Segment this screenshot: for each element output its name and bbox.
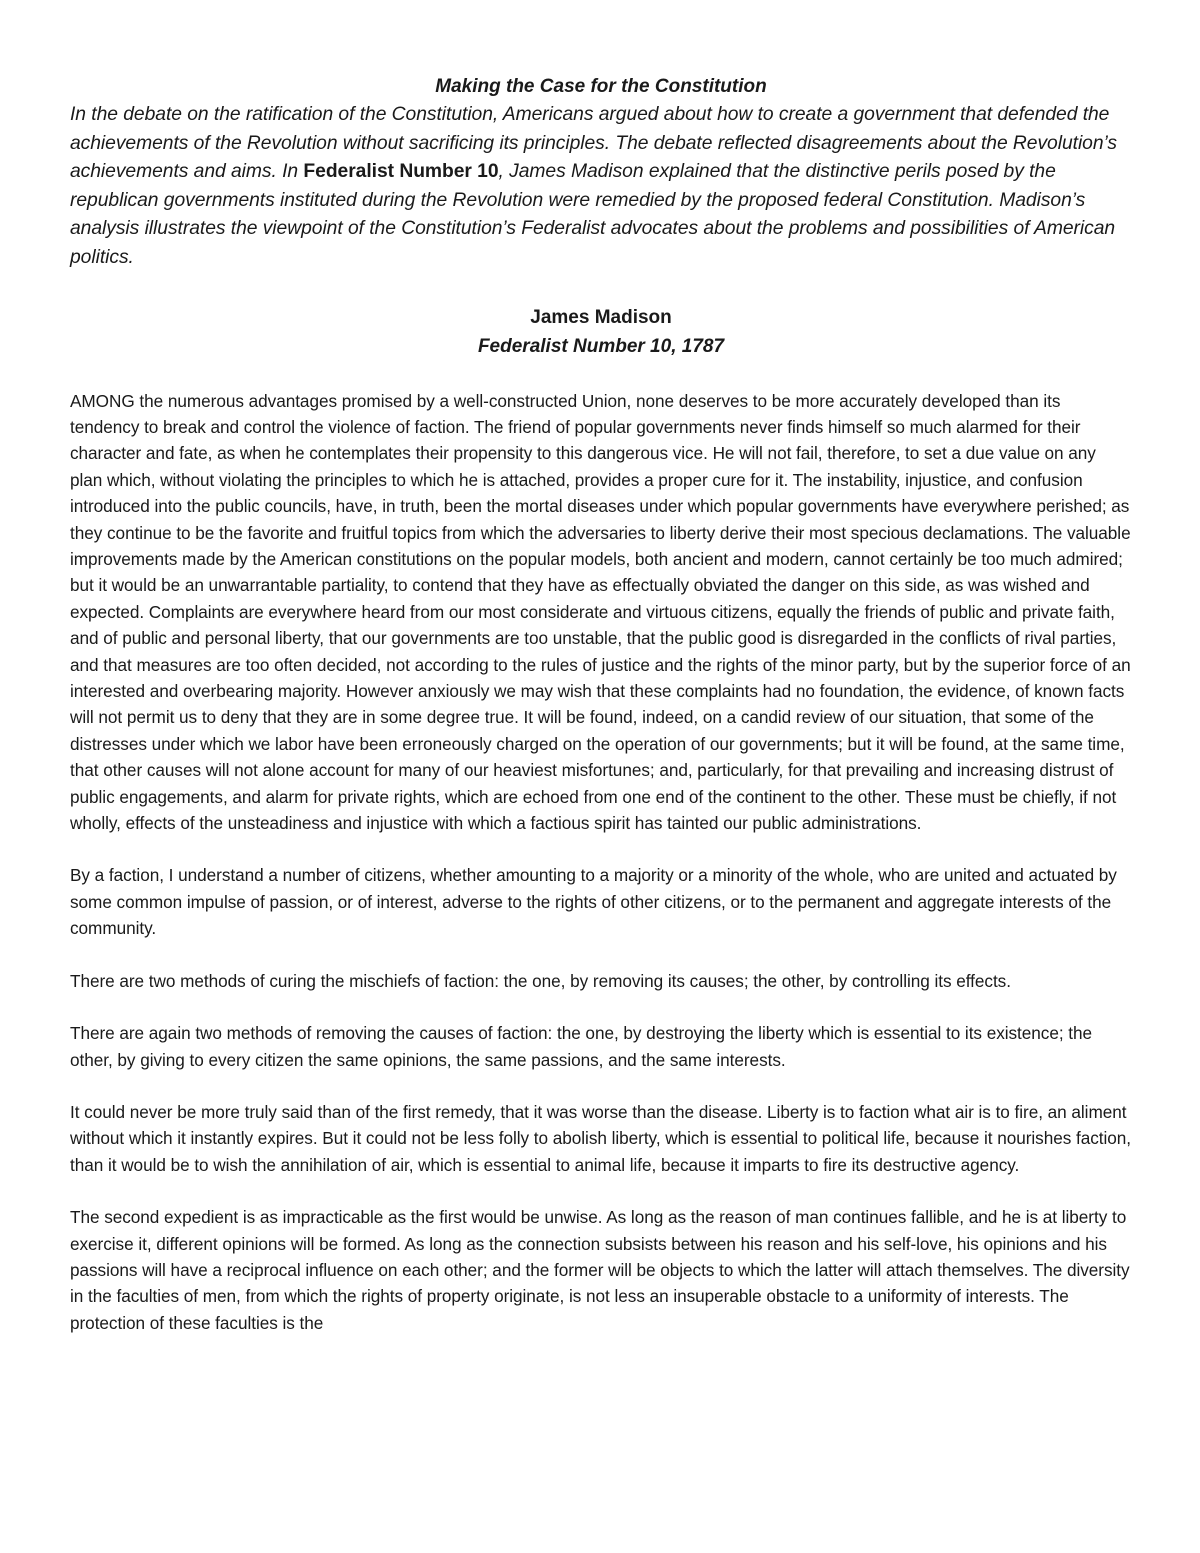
document-page [70, 72, 1132, 1362]
body-paragraph-2: By a faction, I understand a number of citizens, whether amounting to a majority or a minority of the whole, who are united and actuated by some common impulse of passion, or of interest, adverse to the rights of other citizens, or to the permanent and aggregate interests of the community. [70, 865, 1117, 939]
intro-paragraph [70, 101, 1132, 273]
intro-text-end: , James Madison explained that the distinctive perils posed by the republican governments instituted during the Revolution were remedied by the proposed federal Constitution. Madison’s analysis illustrates the viewpoint of the Constitution’s Federalist advocates about the problems and possibilities of American politics. [70, 161, 1116, 268]
body-paragraph-6: The second expedient is as impracticable as the first would be unwise. As long as the reason of man continues fallible, and he is at liberty to exercise it, different opinions will be formed. As long as the connection subsists between his reason and his self-love, his opinions and his passions will have a reciprocal influence on each other; and the former will be objects to which the latter will attach themselves. The diversity in the faculties of men, from which the rights of property originate, is not less an insuperable obstacle to a uniformity of interests. The protection of these faculties is the [70, 1207, 1130, 1333]
body-paragraph-4: There are again two methods of removing the causes of faction: the one, by destroying the liberty which is essential to its existence; the other, by giving to every citizen the same opinions, the same passions, and the same interests. [70, 1023, 1093, 1070]
work-subtitle: Federalist Number 10, 1787 [477, 335, 725, 357]
intro-work-title: Federalist Number 10 [303, 161, 499, 183]
body-paragraph-5: It could never be more truly said than of the first remedy, that it was worse than the disease. Liberty is to faction what air is to fire, an aliment without which it instantly expires. But it could not be less folly to abolish liberty, which is essential to political life, because it nourishes faction, than it would be to wish the annihilation of air, which is essential to animal life, because it imparts to fire its destructive agency. [70, 1101, 1132, 1175]
intro-text-start: In the debate on the ratification of the Constitution, Americans argued about how to create a government that defended the achievements of the Revolution without sacrificing its principles. The debate reflected disagreements about the Revolution’s achievements and aims. In [70, 104, 1118, 183]
body-text [70, 388, 1132, 1337]
body-paragraph-1: AMONG the numerous advantages promised by a well-constructed Union, none deserves to be more accurately developed than its tendency to break and control the violence of faction. The friend of popular governments never finds himself so much alarmed for their character and fate, as when he contemplates their propensity to this dangerous vice. He will not fail, therefore, to set a due value on any plan which, without violating the principles to which he is attached, provides a proper cure for it. The instability, injustice, and confusion introduced into the public councils, have, in truth, been the mortal diseases under which popular governments have everywhere perished; as they continue to be the favorite and fruitful topics from which the adversaries to liberty derive their most specious declamations. The valuable improvements made by the American constitutions on the popular models, both ancient and modern, cannot certainly be too much admired; but it would be an unwarrantable partiality, to contend that they have as effectually obviated the danger on this side, as was wished and expected. Complaints are everywhere heard from our most considerate and virtuous citizens, equally the friends of public and private faith, and of public and personal liberty, that our governments are too unstable, that the public good is disregarded in the conflicts of rival parties, and that measures are too often decided, not according to the rules of justice and the rights of the minor party, but by the superior force of an interested and overbearing majority. However anxiously we may wish that these complaints had no foundation, the evidence, of known facts will not permit us to deny that they are in some degree true. It will be found, indeed, on a candid review of our situation, that some of the distresses under which we labor have been erroneously charged on the operation of our governments; but it will be found, at the same time, that other causes will not alone account for many of our heaviest misfortunes; and, particularly, for that prevailing and increasing distrust of public engagements, and alarm for private rights, which are echoed from one end of the continent to the other. These must be chiefly, if not wholly, effects of the unsteadiness and injustice with which a factious spirit has tainted our public administrations. [70, 390, 1131, 834]
body-paragraph-3: There are two methods of curing the mischiefs of faction: the one, by removing its causes; the other, by controlling its effects. [70, 970, 1011, 991]
author-heading: James Madison [530, 306, 672, 328]
document-title: Making the Case for the Constitution [435, 76, 767, 97]
